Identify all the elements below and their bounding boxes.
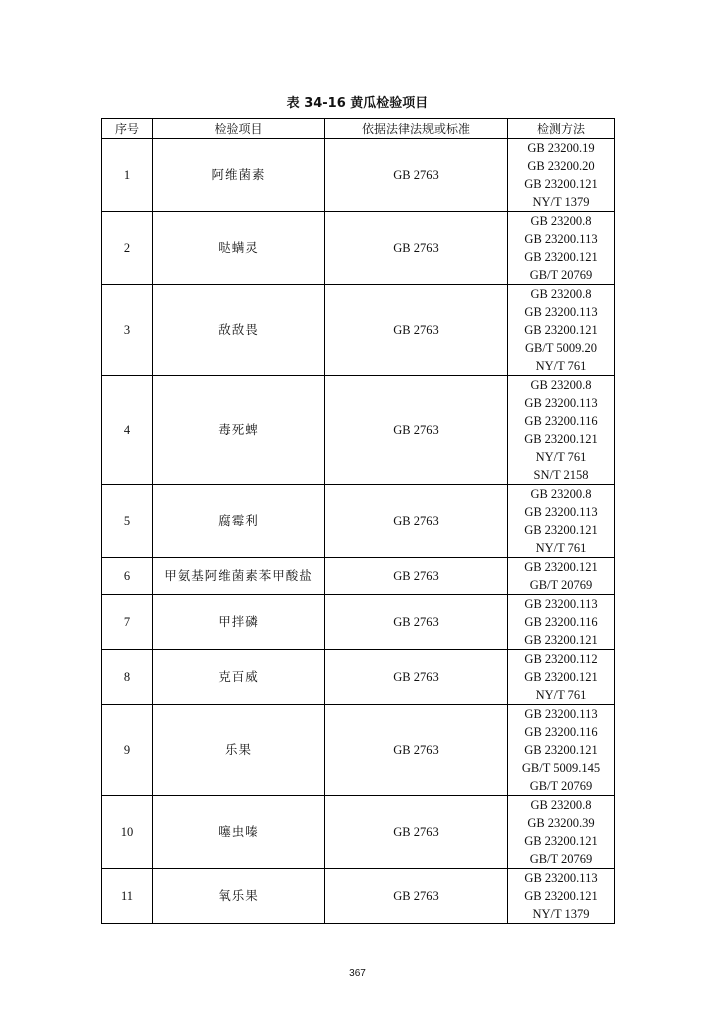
cell-item: 哒螨灵	[153, 212, 325, 285]
cell-item: 毒死蜱	[153, 376, 325, 485]
cell-methods	[508, 650, 615, 705]
method-entry: GB/T 20769	[529, 779, 593, 793]
cell-item: 甲拌磷	[153, 595, 325, 650]
table-row	[102, 285, 615, 376]
cell-item: 腐霉利	[153, 485, 325, 558]
cell-no: 3	[102, 285, 153, 376]
method-entry: GB 23200.113	[524, 232, 598, 246]
cell-methods	[508, 705, 615, 796]
method-entry: GB/T 5009.145	[521, 761, 601, 775]
table-row	[102, 869, 615, 924]
header-method: 检测方法	[508, 119, 615, 139]
method-entry: GB/T 20769	[529, 578, 593, 592]
method-entry: NY/T 761	[535, 359, 587, 373]
cell-no: 7	[102, 595, 153, 650]
table-row	[102, 796, 615, 869]
table-row	[102, 139, 615, 212]
table-row	[102, 485, 615, 558]
method-entry: GB 23200.113	[524, 871, 598, 885]
cell-basis: GB 2763	[325, 650, 508, 705]
method-entry: GB 23200.121	[524, 323, 598, 337]
method-entry: GB 23200.116	[524, 615, 598, 629]
table-row	[102, 595, 615, 650]
method-entry: NY/T 761	[535, 541, 587, 555]
method-entry: GB 23200.8	[530, 378, 592, 392]
table-row	[102, 376, 615, 485]
table-body	[102, 139, 615, 924]
method-entry: GB 23200.121	[524, 670, 598, 684]
table-row	[102, 558, 615, 595]
method-entry: GB 23200.116	[524, 725, 598, 739]
cell-basis: GB 2763	[325, 705, 508, 796]
cell-basis: GB 2763	[325, 796, 508, 869]
cell-no: 8	[102, 650, 153, 705]
cell-methods	[508, 212, 615, 285]
header-basis: 依据法律法规或标准	[325, 119, 508, 139]
cell-methods	[508, 558, 615, 595]
table-header-row	[102, 119, 615, 139]
cell-basis: GB 2763	[325, 285, 508, 376]
method-entry: GB 23200.121	[524, 889, 598, 903]
cell-item: 敌敌畏	[153, 285, 325, 376]
method-entry: GB 23200.113	[524, 396, 598, 410]
cell-basis: GB 2763	[325, 595, 508, 650]
cell-methods	[508, 869, 615, 924]
method-entry: NY/T 761	[535, 450, 587, 464]
method-entry: GB 23200.19	[527, 141, 595, 155]
table-row	[102, 705, 615, 796]
method-entry: GB 23200.121	[524, 633, 598, 647]
method-entry: GB 23200.8	[530, 214, 592, 228]
method-entry: GB 23200.8	[530, 798, 592, 812]
cell-no: 9	[102, 705, 153, 796]
method-entry: GB 23200.121	[524, 743, 598, 757]
method-entry: GB 23200.8	[530, 287, 592, 301]
table-title: 表 34-16 黄瓜检验项目	[286, 96, 429, 111]
method-entry: NY/T 761	[535, 688, 587, 702]
method-entry: GB 23200.113	[524, 305, 598, 319]
cell-basis: GB 2763	[325, 558, 508, 595]
cell-no: 10	[102, 796, 153, 869]
method-entry: GB 23200.113	[524, 505, 598, 519]
method-entry: GB 23200.112	[524, 652, 598, 666]
cell-no: 2	[102, 212, 153, 285]
cell-methods	[508, 376, 615, 485]
cell-methods	[508, 796, 615, 869]
cell-no: 5	[102, 485, 153, 558]
method-entry: GB/T 20769	[529, 268, 593, 282]
cell-item: 阿维菌素	[153, 139, 325, 212]
method-entry: GB 23200.39	[527, 816, 595, 830]
method-entry: GB 23200.113	[524, 707, 598, 721]
inspection-table	[101, 118, 615, 924]
method-entry: GB 23200.121	[524, 177, 598, 191]
cell-no: 4	[102, 376, 153, 485]
cell-item: 噻虫嗪	[153, 796, 325, 869]
method-entry: SN/T 2158	[533, 468, 589, 482]
method-entry: GB 23200.116	[524, 414, 598, 428]
header-item: 检验项目	[153, 119, 325, 139]
method-entry: GB 23200.121	[524, 523, 598, 537]
page-number: 367	[349, 968, 366, 979]
method-entry: NY/T 1379	[532, 195, 590, 209]
method-entry: GB 23200.121	[524, 560, 598, 574]
method-entry: GB 23200.8	[530, 487, 592, 501]
cell-basis: GB 2763	[325, 212, 508, 285]
table-row	[102, 212, 615, 285]
cell-item: 甲氨基阿维菌素苯甲酸盐	[153, 558, 325, 595]
cell-basis: GB 2763	[325, 139, 508, 212]
method-entry: GB 23200.113	[524, 597, 598, 611]
cell-no: 11	[102, 869, 153, 924]
cell-item: 乐果	[153, 705, 325, 796]
method-entry: GB/T 20769	[529, 852, 593, 866]
cell-item: 氧乐果	[153, 869, 325, 924]
method-entry: GB 23200.121	[524, 432, 598, 446]
cell-methods	[508, 595, 615, 650]
cell-basis: GB 2763	[325, 869, 508, 924]
cell-methods	[508, 139, 615, 212]
cell-methods	[508, 485, 615, 558]
table-row	[102, 650, 615, 705]
method-entry: NY/T 1379	[532, 907, 590, 921]
method-entry: GB 23200.20	[527, 159, 595, 173]
cell-no: 1	[102, 139, 153, 212]
cell-methods	[508, 285, 615, 376]
method-entry: GB/T 5009.20	[525, 341, 597, 355]
method-entry: GB 23200.121	[524, 834, 598, 848]
cell-basis: GB 2763	[325, 376, 508, 485]
cell-no: 6	[102, 558, 153, 595]
cell-basis: GB 2763	[325, 485, 508, 558]
method-entry: GB 23200.121	[524, 250, 598, 264]
cell-item: 克百威	[153, 650, 325, 705]
header-no: 序号	[102, 119, 153, 139]
